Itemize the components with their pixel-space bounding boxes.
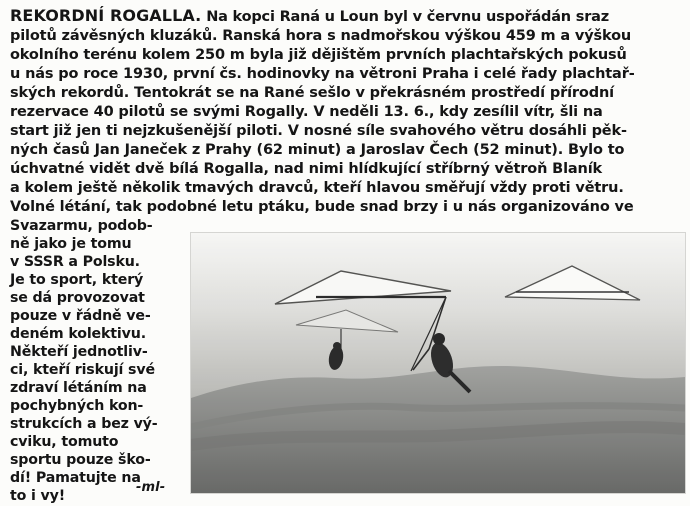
article-line-1 — [10, 7, 609, 26]
article-line-11: Volné létání, tak podobné letu ptáku, bude snad brzy i u nás organizováno ve — [10, 199, 634, 215]
side-text-line: pochybných kon- — [10, 398, 144, 414]
side-text-line: Je to sport, který — [10, 272, 144, 288]
side-text-line: ně jako je tomu — [10, 236, 132, 252]
side-text-line: se dá provozovat — [10, 290, 145, 306]
article-line-6: rezervace 40 pilotů se svými Rogally. V neděli 13. 6., kdy zesílil vítr, šli na — [10, 104, 603, 120]
side-text-line: Někteří jednotliv- — [10, 344, 148, 360]
side-text-line: zdraví létáním na — [10, 380, 147, 396]
side-text-line: ci, kteří riskují své — [10, 362, 155, 378]
side-text-line: dí! Pamatujte na — [10, 470, 141, 486]
article-line-4: u nás po roce 1930, první čs. hodinovky na větroni Praha i celé řady plachtař- — [10, 66, 635, 82]
hang-gliding-photo-art — [191, 233, 685, 493]
article-line-8: ných časů Jan Janeček z Prahy (62 minut) a Jaroslav Čech (52 minut). Bylo to — [10, 142, 625, 158]
side-text-line: deném kolektivu. — [10, 326, 146, 342]
author-signature: -ml- — [136, 480, 166, 495]
article-line-10: a kolem ještě několik tmavých dravců, kteří hlavou směřují vždy proti větru. — [10, 180, 624, 196]
photo-haze — [191, 233, 685, 493]
article-line-7: start již jen ti nejzkušenější piloti. V nosné síle svahového větru dosáhli pěk- — [10, 123, 627, 139]
article-line-2: pilotů závěsných kluzáků. Ranská hora s nadmořskou výškou 459 m a výškou — [10, 28, 632, 44]
side-text-line: pouze v řádně ve- — [10, 308, 151, 324]
hang-gliding-photo — [190, 232, 686, 494]
article-line-1-text: Na kopci Raná u Loun byl v červnu uspořádán sraz — [201, 9, 609, 25]
article-line-9: úchvatné vidět dvě bílá Rogalla, nad nimi hlídkující stříbrný větroň Blaník — [10, 161, 603, 177]
article-heading: REKORDNÍ ROGALLA. — [10, 6, 202, 25]
side-text-line: Svazarmu, podob- — [10, 218, 153, 234]
side-text-line: cviku, tomuto — [10, 434, 119, 450]
side-text-line: strukcích a bez vý- — [10, 416, 158, 432]
side-text-line: to i vy! — [10, 488, 66, 504]
article-line-5: ských rekordů. Tentokrát se na Rané sešlo v překrásném prostředí přírodní — [10, 85, 614, 101]
article-line-3: okolního terénu kolem 250 m byla již dějištěm prvních plachtařských pokusů — [10, 47, 627, 63]
side-text-line: v SSSR a Polsku. — [10, 254, 140, 270]
side-text-line: sportu pouze ško- — [10, 452, 151, 468]
